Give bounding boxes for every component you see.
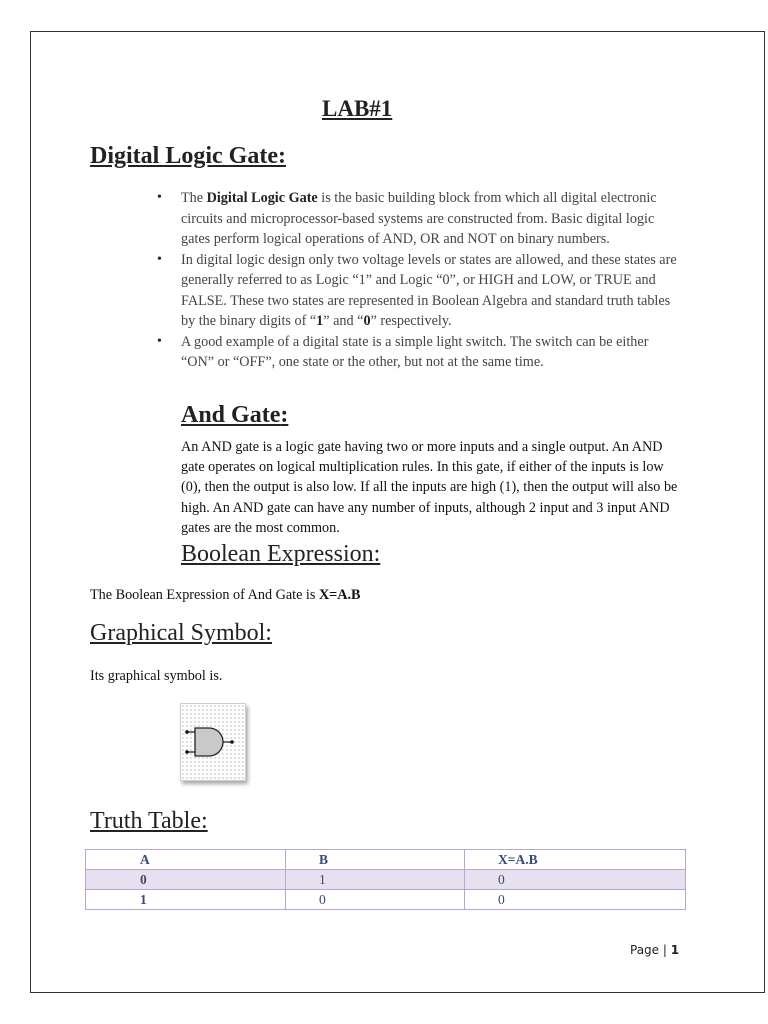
bullet-2-bold-1: 1 bbox=[316, 313, 324, 329]
truth-header-b: B bbox=[286, 850, 465, 870]
heading-and-gate-text: And Gate bbox=[181, 402, 281, 428]
heading-graphical-symbol: Graphical Symbol: bbox=[90, 620, 272, 646]
bullet-2-part-2: ” and “ bbox=[323, 313, 364, 329]
truth-table bbox=[85, 849, 686, 910]
lab-title: LAB#1 bbox=[322, 96, 393, 121]
truth-table-header-row bbox=[86, 850, 686, 870]
bullet-1-bold: Digital Logic Gate bbox=[206, 190, 318, 206]
bullet-2-part-1: In digital logic design only two voltage levels or states are allowed, and these states are generally referred to as Logic “1” and Logic “0”, or HIGH and LOW, or TRUE and FALSE. These two states are represented in Boolean Algebra and standard truth tables by the binary digits of “ bbox=[181, 251, 677, 329]
and-gate-symbol-image bbox=[180, 703, 246, 781]
heading-boolean-expression: Boolean Expression: bbox=[181, 541, 381, 567]
heading-and-gate bbox=[181, 402, 288, 429]
bullet-1-pre: The bbox=[181, 190, 207, 206]
truth-cell: 0 bbox=[465, 890, 686, 910]
bullet-item-2 bbox=[157, 250, 677, 332]
page-separator: | bbox=[659, 943, 671, 957]
bullet-item-3 bbox=[157, 332, 677, 373]
truth-cell: 0 bbox=[86, 870, 286, 890]
truth-header-x: X=A.B bbox=[465, 850, 686, 870]
heading-digital-logic-gate: Digital Logic Gate: bbox=[90, 143, 286, 169]
boolean-expr: X=A.B bbox=[318, 587, 361, 603]
heading-truth-table: Truth Table: bbox=[90, 808, 208, 834]
and-gate-icon bbox=[181, 704, 245, 780]
graphical-symbol-text: Its graphical symbol is. bbox=[90, 668, 223, 684]
truth-cell: 0 bbox=[286, 890, 465, 910]
bullet-item-1 bbox=[157, 188, 677, 250]
page-number-value: 1 bbox=[670, 943, 680, 957]
truth-cell: 1 bbox=[86, 890, 286, 910]
page-number bbox=[630, 943, 679, 957]
and-gate-paragraph: An AND gate is a logic gate having two or more inputs and a single output. An AND gate operates on logical multiplication rules. In this gate, if either of the inputs is low (0), then the output is also low. If all the inputs are high (1), then the output will also be high. An AND gate can have any number of inputs, although 2 input and 3 input AND gates are the most common. bbox=[181, 439, 678, 536]
bullet-list bbox=[157, 188, 677, 373]
bullet-2-bold-0: 0 bbox=[363, 313, 371, 329]
heading-and-gate-colon: : bbox=[280, 402, 289, 428]
boolean-text: The Boolean Expression of And Gate is bbox=[90, 587, 319, 603]
page-label: Page bbox=[630, 943, 660, 957]
truth-header-a: A bbox=[86, 850, 286, 870]
truth-cell: 0 bbox=[465, 870, 686, 890]
table-row bbox=[86, 870, 686, 890]
bullet-3-text: A good example of a digital state is a simple light switch. The switch can be either “ON” or “OFF”, one state or the other, but not at the same time. bbox=[181, 333, 649, 370]
boolean-expression-line bbox=[90, 587, 361, 604]
table-row bbox=[86, 890, 686, 910]
truth-cell: 1 bbox=[286, 870, 465, 890]
bullet-1-post: is the basic building block from which all digital electronic circuits and microprocessor-based systems are constructed from. Basic digital logic gates perform logical operations of AND, OR and NOT on binary numbers. bbox=[181, 190, 657, 247]
bullet-2-part-3: ” respectively. bbox=[370, 313, 452, 329]
